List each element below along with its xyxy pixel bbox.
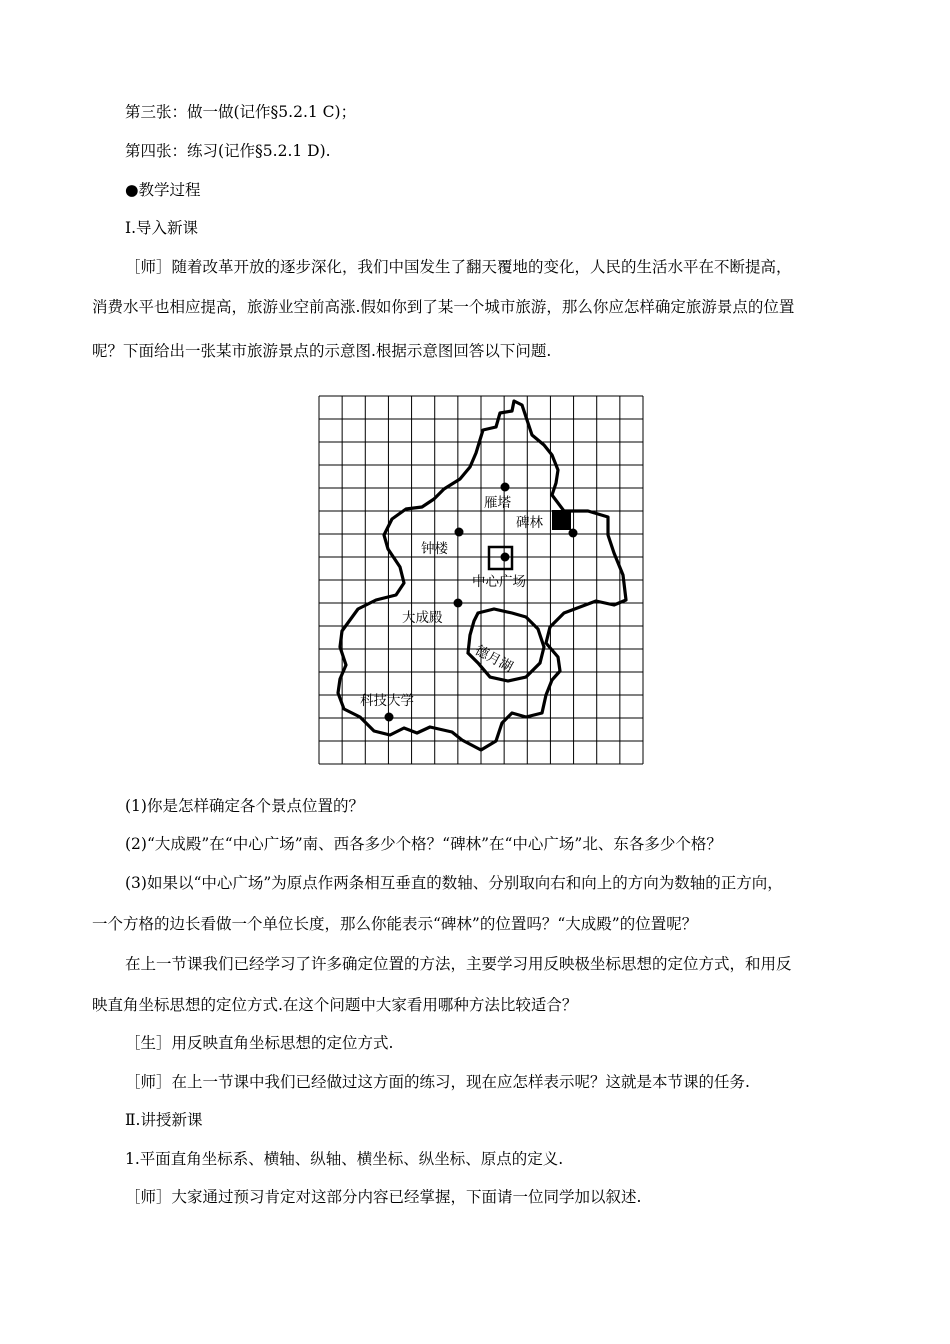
- text-line: ［生］用反映直角坐标思想的定位方式.: [125, 1034, 394, 1052]
- dacheng-point: [454, 599, 463, 608]
- yanta-point: [501, 483, 510, 492]
- university-label: 科技大学: [360, 693, 414, 709]
- question-3: (3)如果以“中心广场”为原点作两条相互垂直的数轴、分别取向右和向上的方向为数轴的正方向，: [125, 874, 783, 892]
- text-line: 消费水平也相应提高，旅游业空前高涨.假如你到了某一个城市旅游，那么你应怎样确定旅游景点的位置: [92, 298, 795, 316]
- text-line: 映直角坐标思想的定位方式.在这个问题中大家看用哪种方法比较适合？: [92, 996, 578, 1014]
- beilin-label: 碑林: [516, 515, 543, 531]
- university-point: [385, 713, 394, 722]
- center-square-point: [501, 553, 510, 562]
- yanta-label: 雁塔: [484, 495, 511, 511]
- section-heading: Ⅰ.导入新课: [125, 219, 199, 237]
- text-line: 呢？下面给出一张某市旅游景点的示意图.根据示意图回答以下问题.: [92, 342, 552, 360]
- lake-label: 德月湖: [472, 642, 516, 676]
- question-2: (2)“大成殿”在“中心广场”南、西各多少个格？“碑林”在“中心广场”北、东各多少个格？: [125, 835, 722, 853]
- question-1: (1)你是怎样确定各个景点位置的？: [125, 797, 364, 815]
- beilin-marker-square: [552, 510, 571, 530]
- text-line: 1.平面直角坐标系、横轴、纵轴、横坐标、纵坐标、原点的定义.: [125, 1150, 564, 1168]
- text-line: 第三张：做一做(记作§5.2.1 C)；: [125, 103, 357, 121]
- text-line: 在上一节课我们已经学习了许多确定位置的方法，主要学习用反映极坐标思想的定位方式，和用反: [125, 955, 792, 973]
- question-3-cont: 一个方格的边长看做一个单位长度，那么你能表示“碑林”的位置吗？“大成殿”的位置呢？: [92, 915, 698, 933]
- text-line: 第四张：练习(记作§5.2.1 D).: [125, 142, 331, 160]
- beilin-point: [569, 529, 578, 538]
- dacheng-label: 大成殿: [402, 610, 443, 626]
- section-heading: Ⅱ.讲授新课: [125, 1111, 203, 1129]
- text-line: ［师］在上一节课中我们已经做过这方面的练习，现在应怎样表示呢？这就是本节课的任务.: [125, 1073, 750, 1091]
- text-line: ［师］随着改革开放的逐步深化，我们中国发生了翻天覆地的变化，人民的生活水平在不断提高，: [125, 258, 792, 276]
- text-line: ［师］大家通过预习肯定对这部分内容已经掌握，下面请一位同学加以叙述.: [125, 1188, 642, 1206]
- section-heading: ●教学过程: [125, 181, 201, 199]
- center-square-label: 中心广场: [472, 574, 526, 590]
- zhonglou-point: [455, 528, 464, 537]
- tourist-map-figure: [318, 395, 644, 765]
- zhonglou-label: 钟楼: [421, 541, 448, 557]
